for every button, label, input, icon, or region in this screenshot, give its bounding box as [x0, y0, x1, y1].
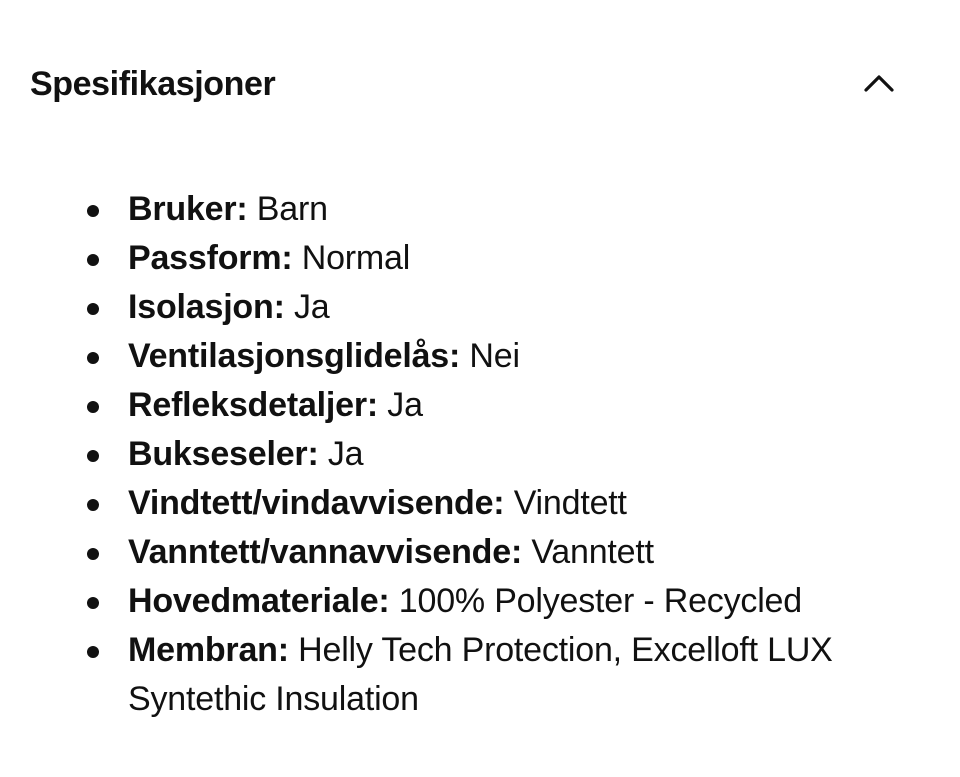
spec-value: Helly Tech Protection, Excelloft LUX Syntethic Insulation: [128, 631, 833, 718]
spec-label: Bukseseler:: [128, 435, 319, 473]
spec-item-vanntett: [128, 528, 928, 577]
spec-item-vindtett: [128, 479, 928, 528]
collapse-section-button[interactable]: [858, 63, 900, 105]
section-title: Spesifikasjoner: [30, 65, 276, 103]
spec-label: Bruker:: [128, 190, 248, 228]
spec-item-membran: [128, 626, 918, 724]
spec-label: Isolasjon:: [128, 288, 285, 326]
spec-item-hovedmateriale: [128, 577, 928, 626]
spec-item-bruker: [128, 185, 928, 234]
spec-item-isolasjon: [128, 283, 928, 332]
list-bullet: [87, 401, 99, 413]
spec-item-ventilasjonsglidelas: [128, 332, 928, 381]
list-bullet: [87, 548, 99, 560]
spec-label: Membran:: [128, 631, 289, 669]
list-bullet: [87, 450, 99, 462]
list-bullet: [87, 352, 99, 364]
spec-label: Hovedmateriale:: [128, 582, 390, 620]
spec-value: 100% Polyester - Recycled: [398, 582, 802, 620]
list-bullet: [87, 597, 99, 609]
spec-item-refleksdetaljer: [128, 381, 928, 430]
spec-label: Vanntett/vannavvisende:: [128, 533, 523, 571]
spec-value: Nei: [469, 337, 520, 375]
list-bullet: [87, 254, 99, 266]
list-bullet: [87, 646, 99, 658]
spec-label: Passform:: [128, 239, 293, 277]
list-bullet: [87, 499, 99, 511]
spec-value: Ja: [327, 435, 364, 473]
spec-item-bukseseler: [128, 430, 928, 479]
spec-item-passform: [128, 234, 928, 283]
spec-value: Vindtett: [513, 484, 627, 522]
spec-value: Vanntett: [531, 533, 654, 571]
spec-label: Ventilasjonsglidelås:: [128, 337, 461, 375]
spec-value: Ja: [387, 386, 423, 424]
spec-value: Normal: [301, 239, 411, 277]
list-bullet: [87, 205, 99, 217]
list-bullet: [87, 303, 99, 315]
specifications-list: [128, 185, 928, 724]
specifications-accordion-header[interactable]: [0, 0, 960, 170]
spec-label: Vindtett/vindavvisende:: [128, 484, 505, 522]
spec-label: Refleksdetaljer:: [128, 386, 379, 424]
spec-value: Barn: [256, 190, 328, 228]
spec-value: Ja: [293, 288, 330, 326]
chevron-up-icon: [858, 63, 900, 105]
